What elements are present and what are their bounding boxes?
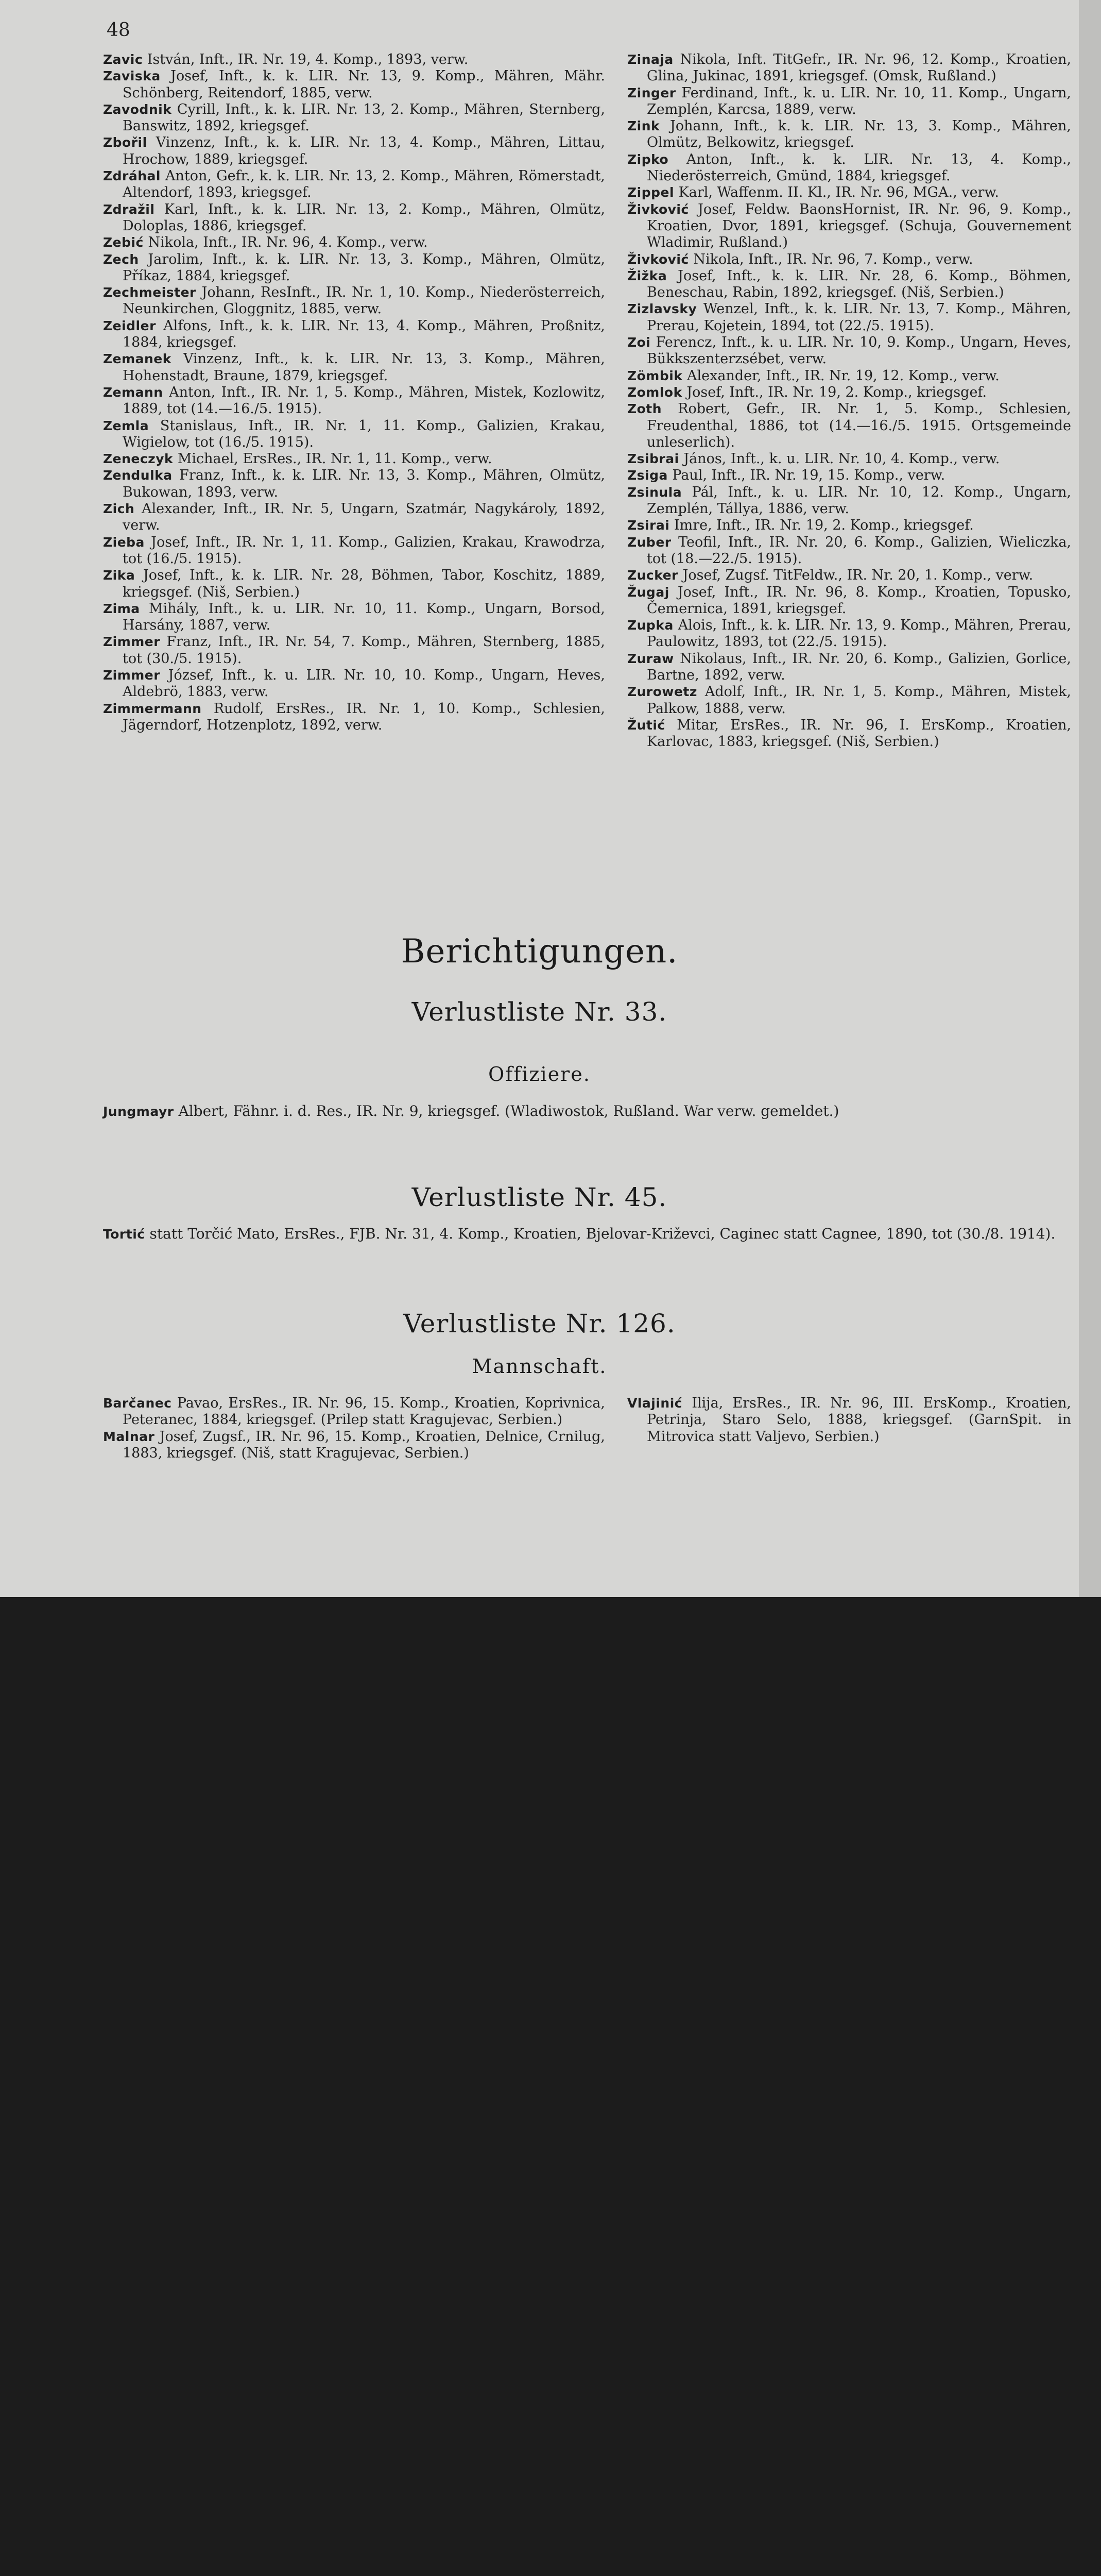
entry-text: Johann, ResInft., IR. Nr. 1, 10. Komp., Niederösterreich, Neunkirchen, Gloggnitz, 1885, verw. (123, 284, 605, 317)
list-entry (103, 384, 605, 418)
entry-text: Karl, Waffenm. II. Kl., IR. Nr. 96, MGA., verw. (674, 184, 999, 201)
entry-name: Zuber (627, 534, 672, 550)
entry-text: Alexander, Inft., IR. Nr. 5, Ungarn, Szatmár, Nagykároly, 1892, verw. (123, 501, 605, 534)
list-entry (627, 52, 1071, 85)
list-entry (103, 501, 605, 534)
entry-text: Pál, Inft., k. u. LIR. Nr. 10, 12. Komp., Ungarn, Zemplén, Tállya, 1886, verw. (647, 484, 1071, 517)
list-entry (627, 384, 1071, 401)
entry-name: Zinaja (627, 52, 674, 67)
list-entry (103, 467, 605, 501)
entry-text: Josef, Inft., k. k. LIR. Nr. 28, 6. Komp., Böhmen, Beneschau, Rabin, 1892, kriegsgef. (Niš, Serbien.) (647, 267, 1071, 301)
entry-name: Zsiga (627, 468, 668, 483)
entry-name: Zippel (627, 185, 675, 200)
list-entry (103, 351, 605, 384)
entry-text: Pavao, ErsRes., IR. Nr. 96, 15. Komp., Kroatien, Koprivnica, Peteranec, 1884, kriegsgef. (Prilep statt Kragujevac, Serbien.) (123, 1395, 605, 1428)
entry-name: Zsirai (627, 518, 670, 533)
entry-name: Zemanek (103, 351, 171, 367)
entry-name: Zucker (627, 568, 678, 583)
list-entry (103, 600, 605, 634)
entry-name: Zomlok (627, 384, 682, 400)
entry-text: Jarolim, Inft., k. k. LIR. Nr. 13, 3. Komp., Mähren, Olmütz, Příkaz, 1884, kriegsgef. (123, 251, 605, 284)
list-entry (103, 1395, 605, 1429)
entry-name: Zechmeister (103, 285, 196, 300)
list45-entry (103, 1225, 1071, 1243)
entry-name: Zima (103, 601, 140, 616)
entry-name: Živković (627, 251, 689, 267)
entry-name: Zimmermann (103, 701, 202, 716)
entry-text: Josef, Zugsf. TitFeldw., IR. Nr. 20, 1. Komp., verw. (678, 567, 1034, 584)
entry-name: Žugaj (627, 584, 669, 600)
list-entry (103, 317, 605, 351)
list-entry (103, 417, 605, 451)
entry-text: Anton, Gefr., k. k. LIR. Nr. 13, 2. Komp., Mähren, Römerstadt, Altendorf, 1893, kriegsgef. (123, 168, 605, 201)
list-entry (103, 667, 605, 701)
left-column (103, 52, 605, 734)
entry-text: Ferdinand, Inft., k. u. LIR. Nr. 10, 11. Komp., Ungarn, Zemplén, Karcsa, 1889, verw. (647, 84, 1071, 117)
entry-text: Josef, Inft., IR. Nr. 19, 2. Komp., kriegsgef. (682, 384, 987, 400)
list-entry (627, 517, 1071, 534)
entry-name: Zömbik (627, 368, 683, 383)
list-entry (627, 301, 1071, 334)
entry-text: Mihály, Inft., k. u. LIR. Nr. 10, 11. Komp., Ungarn, Borsod, Harsány, 1887, verw. (123, 600, 605, 634)
entry-text: Nikolaus, Inft., IR. Nr. 20, 6. Komp., Galizien, Gorlice, Bartne, 1892, verw. (647, 650, 1071, 683)
entry-text: Nikola, Inft. TitGefr., IR. Nr. 96, 12. Komp., Kroatien, Glina, Jukinac, 1891, kriegsgef. (Omsk, Rußland.) (647, 52, 1071, 84)
list-entry (627, 151, 1071, 185)
list-entry (627, 650, 1071, 684)
list45-heading: Verlustliste Nr. 45. (411, 1182, 667, 1212)
entry-name: Zinger (627, 85, 676, 100)
entry-text: Paul, Inft., IR. Nr. 19, 15. Komp., verw. (667, 467, 945, 484)
entry-text: Anton, Inft., IR. Nr. 1, 5. Komp., Mähren, Mistek, Kozlowitz, 1889, tot (14.—16./5. 1915). (123, 384, 605, 417)
entry-name: Zuraw (627, 651, 674, 666)
entry-text: Alexander, Inft., IR. Nr. 19, 12. Komp., verw. (682, 367, 1000, 384)
list-entry (103, 52, 605, 68)
entry-name: Zemann (103, 384, 163, 400)
list126-left-column (103, 1395, 605, 1462)
corrections-heading: Berichtigungen. (401, 933, 678, 971)
entry-text: Alfons, Inft., k. k. LIR. Nr. 13, 4. Komp., Mähren, Proßnitz, 1884, kriegsgef. (123, 317, 605, 351)
entry-text: Alois, Inft., k. k. LIR. Nr. 13, 9. Komp., Mähren, Prerau, Paulowitz, 1893, tot (22./5. 1915). (647, 617, 1071, 650)
entry-name: Žižka (627, 268, 667, 283)
entry-text: Josef, Inft., k. k. LIR. Nr. 13, 9. Komp., Mähren, Mähr. Schönberg, Reitendorf, 1885, verw. (123, 68, 605, 101)
list-entry (103, 168, 605, 201)
entry-name: Živković (627, 201, 689, 217)
entry-text: József, Inft., k. u. LIR. Nr. 10, 10. Komp., Ungarn, Heves, Aldebrö, 1883, verw. (123, 667, 605, 700)
entry-text: Ilija, ErsRes., IR. Nr. 96, III. ErsKomp., Kroatien, Petrinja, Staro Selo, 1888, kriegsgef. (GarnSpit. in Mitrovica statt Valjevo, Serbien.) (647, 1395, 1071, 1445)
entry-name: Zika (103, 568, 135, 583)
list-entry (103, 251, 605, 285)
entry-text: Robert, Gefr., IR. Nr. 1, 5. Komp., Schlesien, Freudenthal, 1886, tot (14.—16./5. 1915. Ortsgemeinde unleserlich). (647, 401, 1071, 450)
entry-name: Zurowetz (627, 684, 697, 700)
list-entry (627, 367, 1071, 384)
list-entry (627, 201, 1071, 251)
entry-text: István, Inft., IR. Nr. 19, 4. Komp., 1893, verw. (143, 52, 469, 67)
entry-text: Johann, Inft., k. k. LIR. Nr. 13, 3. Komp., Mähren, Olmütz, Belkowitz, kriegsgef. (647, 118, 1071, 151)
list-entry (103, 534, 605, 568)
entry-name: Tortić (103, 1227, 145, 1242)
entry-name: Zich (103, 501, 135, 517)
list-entry (627, 617, 1071, 651)
entry-text: Nikola, Inft., IR. Nr. 96, 7. Komp., verw. (689, 251, 973, 267)
list-entry (627, 717, 1071, 751)
entry-text: János, Inft., k. u. LIR. Nr. 10, 4. Komp., verw. (679, 451, 1000, 467)
list126-subheading: Mannschaft. (472, 1355, 607, 1378)
entry-name: Zoi (627, 335, 651, 350)
entry-text: Teofil, Inft., IR. Nr. 20, 6. Komp., Galizien, Wieliczka, tot (18.—22./5. 1915). (647, 534, 1071, 567)
list-entry (627, 251, 1071, 268)
list33-subheading: Offiziere. (488, 1063, 591, 1086)
list-entry (103, 634, 605, 667)
entry-name: Zeidler (103, 318, 156, 333)
list-entry (627, 118, 1071, 151)
page-number: 48 (107, 20, 130, 41)
list-entry (627, 84, 1071, 118)
list-entry (103, 1428, 605, 1462)
entry-name: Zimmer (103, 667, 161, 683)
list-entry (627, 1395, 1071, 1445)
list-entry (103, 284, 605, 318)
entry-text: Franz, Inft., k. k. LIR. Nr. 13, 3. Komp., Mähren, Olmütz, Bukowan, 1893, verw. (123, 467, 605, 500)
entry-text: Michael, ErsRes., IR. Nr. 1, 11. Komp., verw. (173, 451, 492, 467)
entry-text: statt Torčić Mato, ErsRes., FJB. Nr. 31, 4. Komp., Kroatien, Bjelovar-Križevci, Caginec statt Cagnee, 1890, tot (30./8. 1914). (145, 1225, 1056, 1242)
entry-name: Zemla (103, 418, 149, 433)
entry-name: Zavic (103, 52, 143, 67)
list-entry (627, 267, 1071, 301)
list-entry (103, 567, 605, 601)
list-entry (627, 534, 1071, 568)
entry-text: Vinzenz, Inft., k. k. LIR. Nr. 13, 4. Komp., Mähren, Littau, Hrochow, 1889, kriegsgef. (123, 134, 605, 167)
entry-text: Mitar, ErsRes., IR. Nr. 96, I. ErsKomp., Kroatien, Karlovac, 1883, kriegsgef. (Niš, Serbien.) (647, 717, 1071, 750)
entry-name: Jungmayr (103, 1104, 174, 1119)
list-entry (627, 467, 1071, 484)
entry-text: Karl, Inft., k. k. LIR. Nr. 13, 2. Komp., Mähren, Olmütz, Doloplas, 1886, kriegsgef. (123, 201, 605, 234)
list-entry (103, 201, 605, 235)
entry-text: Franz, Inft., IR. Nr. 54, 7. Komp., Mähren, Sternberg, 1885, tot (30./5. 1915). (123, 634, 605, 667)
entry-text: Adolf, Inft., IR. Nr. 1, 5. Komp., Mähren, Mistek, Palkow, 1888, verw. (647, 684, 1071, 717)
entry-text: Imre, Inft., IR. Nr. 19, 2. Komp., kriegsgef. (669, 517, 974, 534)
entry-text: Wenzel, Inft., k. k. LIR. Nr. 13, 7. Komp., Mähren, Prerau, Kojetein, 1894, tot (22./5. 1915). (647, 301, 1071, 334)
entry-name: Zdražil (103, 201, 155, 217)
list-entry (103, 134, 605, 168)
entry-name: Zdráhal (103, 168, 161, 184)
list126-right-column (627, 1395, 1071, 1445)
list-entry (627, 684, 1071, 717)
list-entry (627, 401, 1071, 451)
entry-text: Rudolf, ErsRes., IR. Nr. 1, 10. Komp., Schlesien, Jägerndorf, Hotzenplotz, 1892, verw. (123, 700, 605, 733)
list-entry (627, 567, 1071, 584)
entry-name: Zebić (103, 235, 144, 250)
list-entry (103, 234, 605, 251)
entry-name: Zsibrai (627, 451, 679, 467)
adjacent-page-edge (1079, 0, 1101, 1597)
list33-heading: Verlustliste Nr. 33. (411, 997, 667, 1027)
list-entry (103, 101, 605, 135)
right-column (627, 52, 1071, 750)
list-entry (103, 68, 605, 101)
list126-heading: Verlustliste Nr. 126. (403, 1309, 676, 1338)
list33-entry (103, 1103, 1071, 1121)
entry-text: Josef, Inft., k. k. LIR. Nr. 28, Böhmen, Tabor, Koschitz, 1889, kriegsgef. (Niš, Serbien.) (123, 567, 605, 600)
entry-name: Zoth (627, 401, 662, 417)
list-entry (627, 484, 1071, 518)
entry-name: Barčanec (103, 1396, 172, 1411)
list-entry (627, 584, 1071, 618)
entry-text: Cyrill, Inft., k. k. LIR. Nr. 13, 2. Komp., Mähren, Sternberg, Banswitz, 1892, kriegsgef. (123, 101, 605, 134)
entry-name: Zech (103, 251, 139, 267)
entry-name: Zeneczyk (103, 451, 174, 467)
entry-text: Josef, Zugsf., IR. Nr. 96, 15. Komp., Kroatien, Delnice, Crnilug, 1883, kriegsgef. (Niš, statt Kragujevac, Serbien.) (123, 1428, 605, 1461)
list-entry (627, 451, 1071, 467)
entry-text: Josef, Feldw. BaonsHornist, IR. Nr. 96, 9. Komp., Kroatien, Dvor, 1891, kriegsgef. (Schuja, Gouvernement Wladimir, Rußland.) (647, 201, 1071, 251)
entry-text: Ferencz, Inft., k. u. LIR. Nr. 10, 9. Komp., Ungarn, Heves, Bükkszenterzsébet, verw. (647, 334, 1071, 367)
entry-name: Zimmer (103, 634, 161, 650)
entry-name: Zaviska (103, 69, 161, 84)
entry-name: Žutić (627, 717, 665, 733)
entry-name: Zink (627, 118, 660, 134)
entry-name: Malnar (103, 1429, 155, 1444)
entry-text: Stanislaus, Inft., IR. Nr. 1, 11. Komp., Galizien, Krakau, Wigielow, tot (16./5. 1915). (123, 417, 605, 450)
entry-name: Zendulka (103, 468, 173, 483)
entry-text: Josef, Inft., IR. Nr. 1, 11. Komp., Galizien, Krakau, Krawodrza, tot (16./5. 1915). (123, 534, 605, 567)
entry-text: Vinzenz, Inft., k. k. LIR. Nr. 13, 3. Komp., Mähren, Hohenstadt, Braune, 1879, kriegsgef. (123, 351, 605, 384)
list-entry (627, 334, 1071, 368)
entry-name: Zipko (627, 151, 669, 167)
list-entry (103, 700, 605, 734)
entry-name: Zsinula (627, 484, 682, 500)
entry-name: Zbořil (103, 135, 147, 150)
entry-name: Zizlavsky (627, 301, 697, 317)
list-entry (103, 451, 605, 467)
entry-name: Zavodnik (103, 101, 172, 117)
entry-text: Anton, Inft., k. k. LIR. Nr. 13, 4. Komp., Niederösterreich, Gmünd, 1884, kriegsgef. (647, 151, 1071, 184)
entry-name: Zieba (103, 534, 145, 550)
entry-name: Vlajinić (627, 1396, 683, 1411)
list-entry (627, 184, 1071, 201)
viewer-footer (0, 1597, 1101, 1704)
entry-text: Nikola, Inft., IR. Nr. 96, 4. Komp., verw. (143, 234, 428, 251)
entry-name: Zupka (627, 618, 674, 633)
entry-text: Albert, Fähnr. i. d. Res., IR. Nr. 9, kriegsgef. (Wladiwostok, Rußland. War verw. gemeldet.) (174, 1103, 839, 1120)
entry-text: Josef, Inft., IR. Nr. 96, 8. Komp., Kroatien, Topusko, Čemernica, 1891, kriegsgef. (647, 584, 1071, 617)
